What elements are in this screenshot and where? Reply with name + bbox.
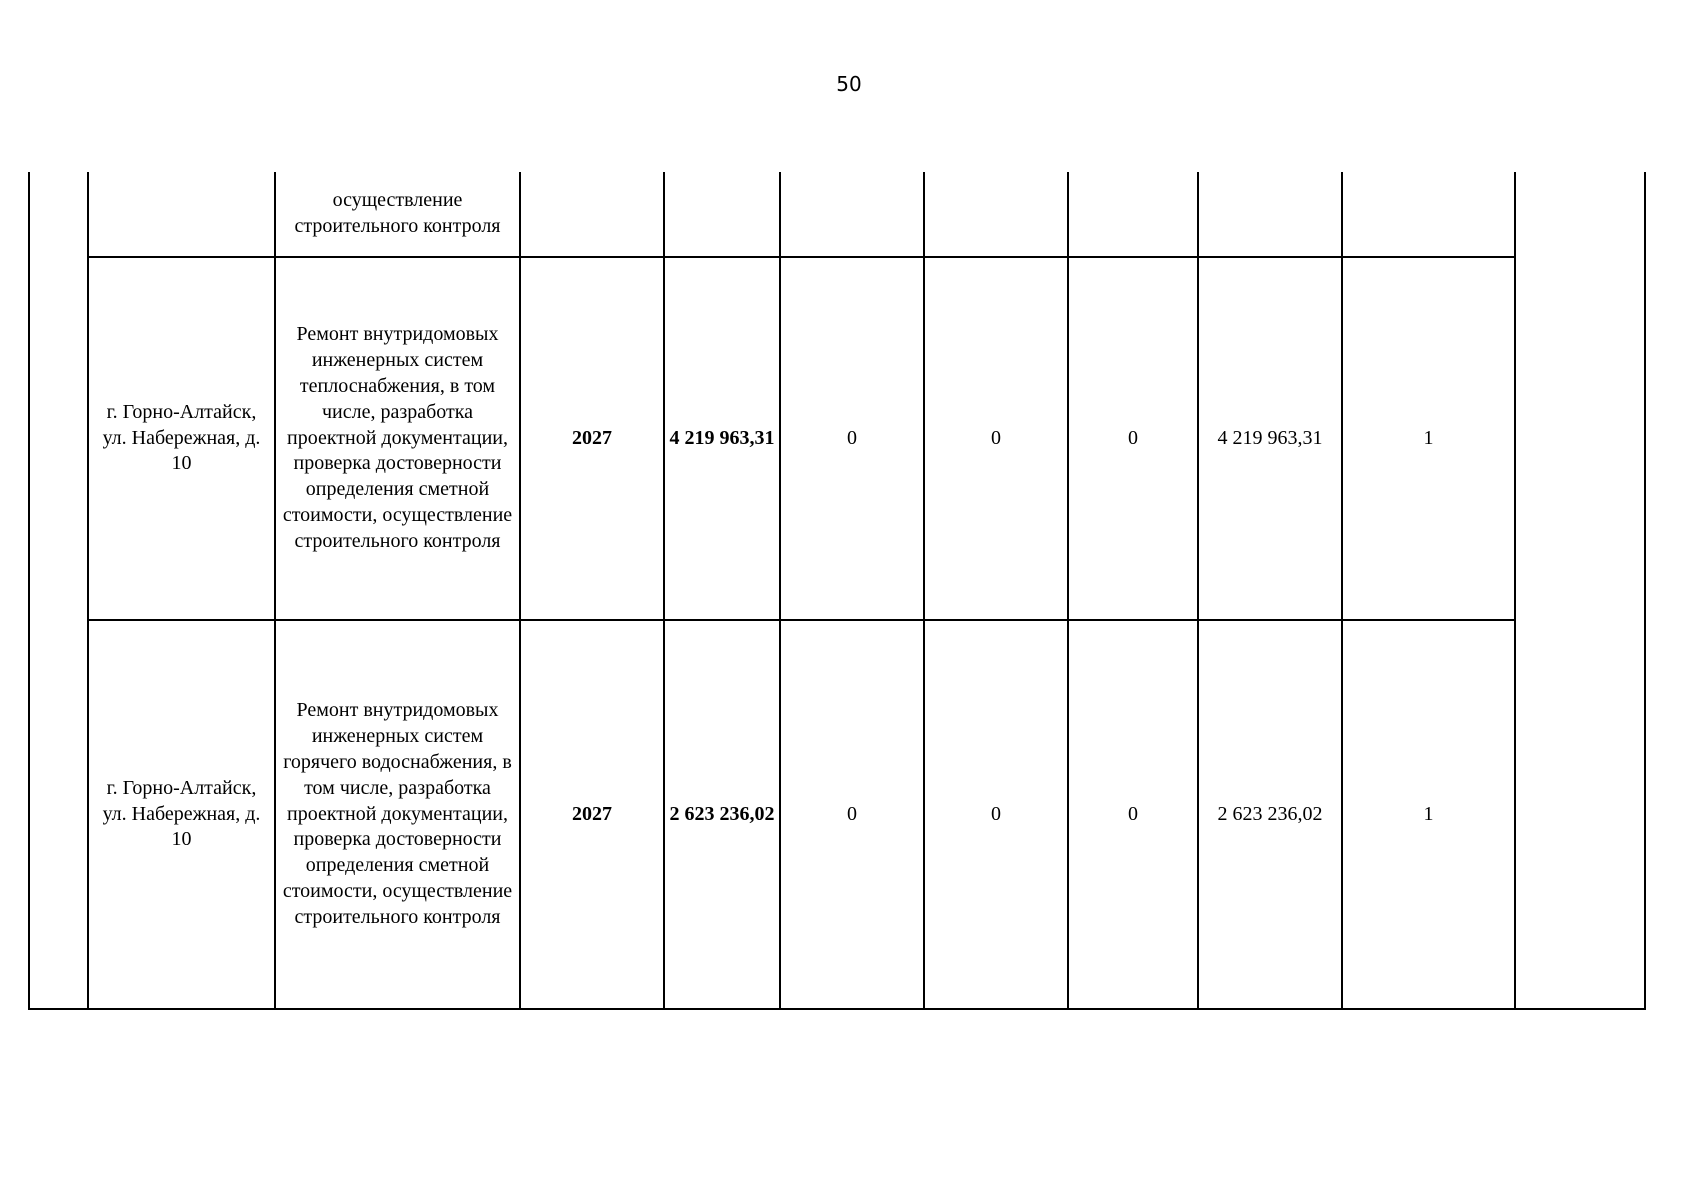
- address-cell: [88, 172, 275, 257]
- value-cell: 0: [780, 257, 924, 620]
- amount-cell: 4 219 963,31: [1198, 257, 1342, 620]
- value-cell: 0: [780, 620, 924, 1009]
- count-cell: 1: [1342, 620, 1515, 1009]
- total-cost-cell: 4 219 963,31: [664, 257, 780, 620]
- value-cell: 0: [1068, 257, 1198, 620]
- value-cell: 0: [924, 257, 1068, 620]
- table-row: [29, 620, 1645, 1009]
- row-number-cell: [29, 172, 88, 1009]
- work-description-cell: осуществление строительного контроля: [275, 172, 520, 257]
- work-description-cell: Ремонт внутридомовых инженерных систем горячего водоснабжения, в том числе, разработка проектной документации, проверка достоверности определения сметной стоимости, осуществление строительного контроля: [275, 620, 520, 1009]
- table-row: [29, 172, 1645, 257]
- page-number: 50: [836, 72, 862, 96]
- value-cell: [924, 172, 1068, 257]
- count-cell: [1342, 172, 1515, 257]
- amount-cell: [1198, 172, 1342, 257]
- value-cell: 0: [924, 620, 1068, 1009]
- address-cell: г. Горно-Алтайск, ул. Набережная, д. 10: [88, 620, 275, 1009]
- total-cost-cell: 2 623 236,02: [664, 620, 780, 1009]
- year-cell: 2027: [520, 257, 664, 620]
- value-cell: [1068, 172, 1198, 257]
- work-description-cell: Ремонт внутридомовых инженерных систем теплоснабжения, в том числе, разработка проектной документации, проверка достоверности определения сметной стоимости, осуществление строительного контроля: [275, 257, 520, 620]
- year-cell: 2027: [520, 620, 664, 1009]
- total-cost-cell: [664, 172, 780, 257]
- table-row: [29, 257, 1645, 620]
- works-table: [28, 172, 1646, 1010]
- value-cell: 0: [1068, 620, 1198, 1009]
- note-cell: [1515, 172, 1645, 1009]
- year-cell: [520, 172, 664, 257]
- value-cell: [780, 172, 924, 257]
- address-cell: г. Горно-Алтайск, ул. Набережная, д. 10: [88, 257, 275, 620]
- count-cell: 1: [1342, 257, 1515, 620]
- amount-cell: 2 623 236,02: [1198, 620, 1342, 1009]
